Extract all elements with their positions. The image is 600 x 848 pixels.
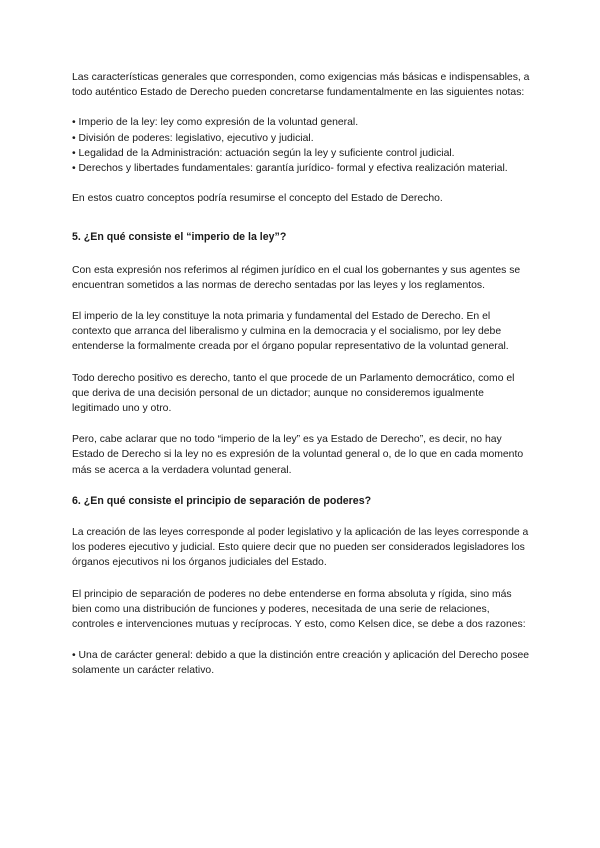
list-item	[72, 131, 532, 146]
bullet-icon: •	[72, 117, 76, 129]
document-body	[72, 70, 532, 679]
section-5-paragraph: El imperio de la ley constituye la nota primaria y fundamental del Estado de Derecho. En el contexto que arranca del liberalismo y culmina en la democracia y el socialismo, por ley debe entenderse la formalmente creada por el órgano popular representativo de la voluntad general.	[72, 311, 509, 353]
intro-bullet-list	[72, 115, 532, 176]
bullet-icon: •	[72, 147, 76, 159]
section-6-paragraph: El principio de separación de poderes no debe entenderse en forma absoluta y rígida, sino más bien como una distribución de funciones y poderes, necesitada de una serie de relaciones, controles e intervenciones mutuas y recíprocas. Y esto, como Kelsen dice, se debe a dos razones:	[72, 588, 526, 631]
list-item-text: Derechos y libertades fundamentales: garantía jurídico- formal y efectiva realización material.	[78, 163, 508, 175]
section-6-heading: 6. ¿En qué consiste el principio de separación de poderes?	[72, 494, 372, 507]
section-6-bullet-list	[72, 648, 532, 678]
list-item-text: Legalidad de la Administración: actuación según la ley y suficiente control judicial.	[78, 147, 455, 159]
list-item	[72, 648, 532, 678]
list-item	[72, 161, 532, 176]
list-item-text: División de poderes: legislativo, ejecutivo y judicial.	[78, 132, 314, 144]
section-5-paragraph: Pero, cabe aclarar que no todo “imperio de la ley” es ya Estado de Derecho”, es decir, no hay Estado de Derecho si la ley no es expresión de la voluntad general o, de lo que en cada momento más se acerca a la verdadera voluntad general.	[72, 434, 524, 476]
section-5-heading: 5. ¿En qué consiste el “imperio de la ley”?	[72, 231, 287, 244]
list-item-text: Imperio de la ley: ley como expresión de la voluntad general.	[78, 117, 359, 129]
bullet-icon: •	[72, 650, 76, 662]
bullet-icon: •	[72, 163, 76, 175]
section-5-paragraph: Con esta expresión nos referimos al régimen jurídico en el cual los gobernantes y sus agentes se encuentran sometidos a las normas de derecho sentadas por las leyes y los reglamentos.	[72, 264, 521, 291]
list-item-text: Una de carácter general: debido a que la distinción entre creación y aplicación del Derecho posee solamente un carácter relativo.	[72, 650, 530, 677]
intro-closing: En estos cuatro conceptos podría resumirse el concepto del Estado de Derecho.	[72, 193, 443, 205]
intro-paragraph: Las características generales que corresponden, como exigencias más básicas e indispensables, a todo auténtico Estado de Derecho pueden concretarse fundamentalmente en las siguientes notas:	[72, 72, 530, 99]
list-item	[72, 115, 532, 130]
section-5-paragraph: Todo derecho positivo es derecho, tanto el que procede de un Parlamento democrático, como el que deriva de una decisión personal de un dictador; aunque no consideremos igualmente legitimado uno y otro.	[72, 372, 515, 415]
list-item	[72, 146, 532, 161]
bullet-icon: •	[72, 132, 76, 144]
section-6-paragraph: La creación de las leyes corresponde al poder legislativo y la aplicación de las leyes corresponde a los poderes ejecutivo y judicial. Esto quiere decir que no pueden ser considerados legisladores los órganos ejecutivos ni los órganos judiciales del Estado.	[72, 527, 529, 569]
